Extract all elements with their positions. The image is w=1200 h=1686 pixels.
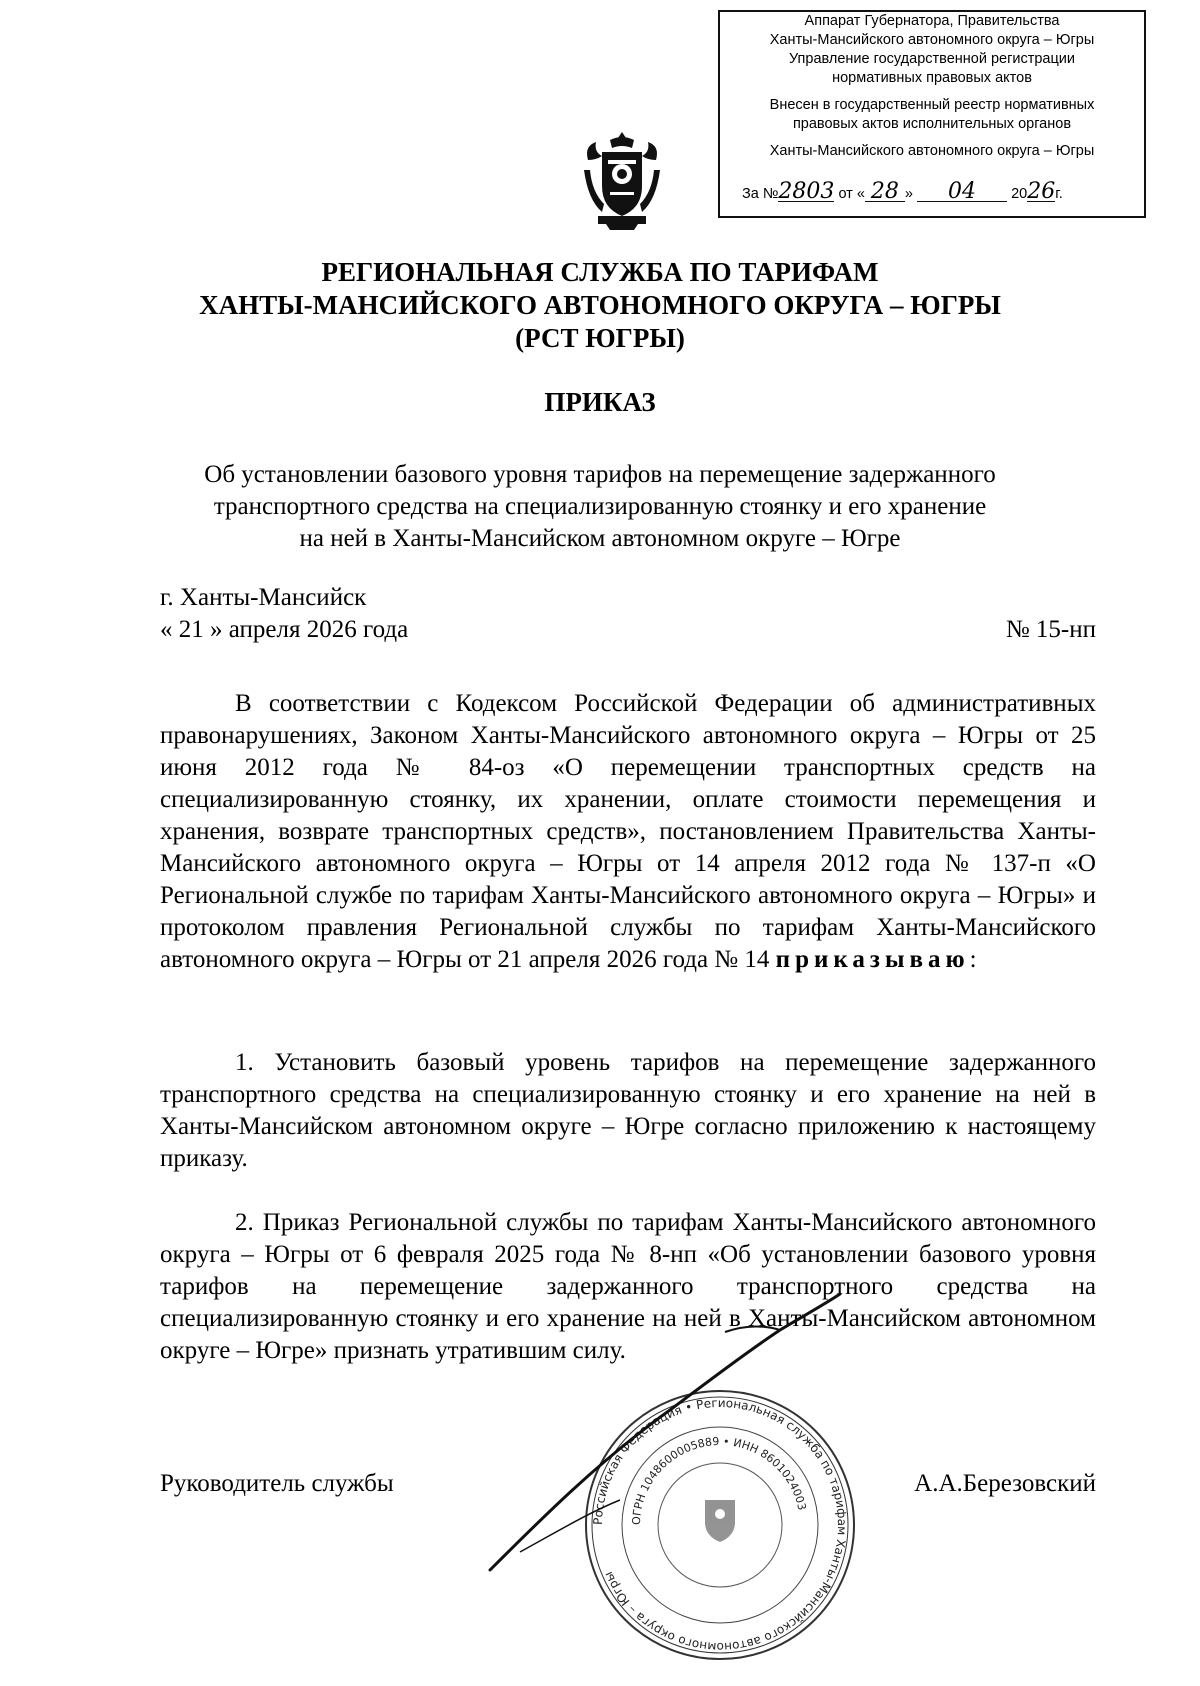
preamble-text: В соответствии с Кодексом Российской Федерации об административных правонарушениях, Законом Ханты-Мансийского автономного округа – Югры от 25 июня 2012 года № 84-оз «О перемещении транспортных средств на специализированную стоянку, их хранении, оплате стоимости перемещения и хранения, возврате транспортных средств», постановлением Правительства Ханты-Мансийского автономного округа – Югры от 14 апреля 2012 года № 137-п «О Региональной службе по тарифам Ханты-Мансийского автономного округа – Югры» и протоколом правления Региональной службы по тарифам Ханты-Мансийского автономного округа – Югры от 21 апреля 2026 года № 14 bbox=[160, 690, 1096, 973]
stamp-reg-year: 26 bbox=[1027, 179, 1056, 204]
document-type-heading: ПРИКАЗ bbox=[544, 387, 656, 417]
issue-city: г. Ханты-Мансийск bbox=[160, 584, 367, 611]
order-command: приказываю bbox=[775, 946, 970, 973]
stamp-line: Внесен в государственный реестр нормативных bbox=[769, 97, 1095, 113]
org-title-line: ХАНТЫ-МАНСИЙСКОГО АВТОНОМНОГО ОКРУГА – ЮГРЫ bbox=[199, 290, 1001, 320]
stamp-reg-suffix: г. bbox=[1055, 186, 1063, 202]
clause-1-text: 1. Установить базовый уровень тарифов на перемещение задержанного транспортного средства на специализированную стоянку и его хранение на ней в Ханты-Мансийском автономном округе – Югре согласно приложению к настоящему приказу. bbox=[160, 1049, 1096, 1172]
seal-outer-text: Российская Федерация • Региональная служба по тарифам Ханты-Мансийского автономного округа – Югры bbox=[590, 1395, 850, 1655]
seal-inner-text: ОГРН 1048600005889 • ИНН 8601024003 bbox=[629, 1434, 809, 1526]
handwritten-signature bbox=[480, 1290, 850, 1590]
clause-2-text: 2. Приказ Региональной службы по тарифам Ханты-Мансийского автономного округа – Югры от 6 февраля 2025 года № 8-нп «Об установлении базового уровня тарифов на перемещение задержанного транспортного средства на специализированную стоянку и его хранение на ней в Ханты-Мансийском автономном округе – Югре» признать утратившим силу. bbox=[160, 1209, 1096, 1364]
stamp-line: Ханты-Мансийского автономного округа – Югры bbox=[769, 32, 1095, 48]
stamp-reg-month: 04 bbox=[917, 183, 1007, 202]
stamp-line: правовых актов исполнительных органов bbox=[792, 116, 1072, 132]
stamp-line: Управление государственной регистрации bbox=[788, 51, 1076, 67]
stamp-reg-number: 2803 bbox=[778, 179, 835, 204]
stamp-line: Аппарат Губернатора, Правительства bbox=[804, 13, 1060, 29]
stamp-reg-prefix: За № bbox=[742, 186, 779, 202]
signatory-name: А.А.Березовский bbox=[914, 1470, 1096, 1497]
coat-of-arms-icon bbox=[582, 130, 662, 230]
preamble-paragraph bbox=[160, 688, 1096, 976]
stamp-reg-from: от « bbox=[838, 186, 865, 202]
stamp-reg-day: 28 bbox=[865, 183, 905, 202]
issue-date: « 21 » апреля 2026 года bbox=[160, 616, 409, 643]
stamp-line: нормативных правовых актов bbox=[832, 70, 1032, 86]
subject-line: Об установлении базового уровня тарифов на перемещение задержанного bbox=[204, 461, 996, 488]
stamp-reg-year-prefix: 20 bbox=[1011, 186, 1028, 202]
signatory-role: Руководитель службы bbox=[160, 1470, 394, 1497]
stamp-registration-line bbox=[720, 179, 1144, 204]
preamble-end: : bbox=[969, 946, 977, 973]
stamp-reg-mid: » bbox=[904, 186, 913, 202]
order-subject bbox=[120, 459, 1080, 555]
clause-1-paragraph bbox=[160, 1047, 1096, 1175]
registration-stamp bbox=[718, 10, 1146, 218]
org-title-line: РЕГИОНАЛЬНАЯ СЛУЖБА ПО ТАРИФАМ bbox=[321, 257, 879, 287]
subject-line: транспортного средства на специализированную стоянку и его хранение bbox=[213, 493, 987, 520]
order-number: № 15-нп bbox=[1005, 616, 1096, 643]
organization-title bbox=[120, 256, 1080, 355]
org-title-line: (РСТ ЮГРЫ) bbox=[515, 323, 685, 353]
stamp-line: Ханты-Мансийского автономного округа – Югры bbox=[769, 143, 1095, 159]
subject-line: на ней в Ханты-Мансийском автономном округе – Югре bbox=[299, 525, 901, 552]
